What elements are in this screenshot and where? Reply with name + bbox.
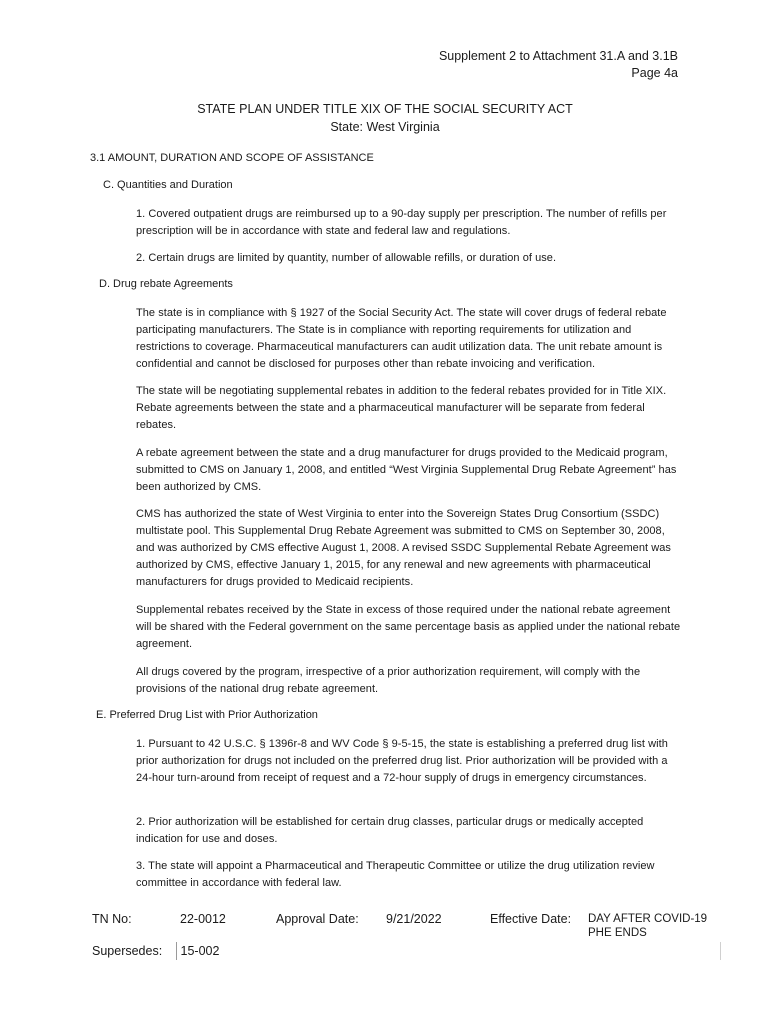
subsection-d-paragraph-5 [136, 602, 681, 653]
approval-value: 9/21/2022 [386, 912, 442, 926]
page-number: Page 4a [631, 66, 678, 80]
subsection-d-paragraph-6 [136, 664, 681, 698]
paragraph-text: The state will be negotiating supplemental rebates in addition to the federal rebates provided for in Title XIX. Rebate agreements between the state and a pharmaceutical manufacturer will be separate from federal rebates. [136, 385, 667, 431]
tn-value: 22-0012 [180, 912, 226, 926]
subsection-d-paragraph-2 [136, 383, 681, 434]
subsection-c-paragraph-2 [136, 250, 681, 267]
empty-cell [272, 942, 382, 960]
subsection-e-paragraph-3 [136, 858, 681, 892]
title-line-2: State: West Virginia [330, 120, 440, 134]
paragraph-text: 2. Certain drugs are limited by quantity, number of allowable refills, or duration of use. [136, 252, 557, 264]
supplement-reference: Supplement 2 to Attachment 31.A and 3.1B [438, 49, 678, 63]
paragraph-text: CMS has authorized the state of West Virginia to enter into the Sovereign States Drug Consortium (SSDC) multistate pool. This Supplemental Drug Rebate Agreement was submitted to CMS on September 30, 2008, and was authorized by CMS effective August 1, 2008. A revised SSDC Supplemental Rebate Agreement was authorized by CMS, effective January 1, 2015, for any renewal and new agreements with pharmaceutical manufacturers for drugs provided to Medicaid recipients. [136, 508, 671, 588]
document-title [0, 100, 770, 136]
supersedes-label: Supersedes: [92, 944, 163, 958]
effective-label: Effective Date: [490, 912, 572, 926]
empty-cell [382, 942, 486, 960]
subsection-d-paragraph-3 [136, 445, 681, 496]
subsection-e-paragraph-1 [136, 736, 681, 787]
approval-label: Approval Date: [276, 912, 359, 926]
section-heading: 3.1 AMOUNT, DURATION AND SCOPE OF ASSISTANCE [90, 152, 374, 164]
subsection-d-paragraph-1 [136, 305, 681, 373]
subsection-d-heading: D. Drug rebate Agreements [99, 278, 233, 290]
paragraph-text: A rebate agreement between the state and a drug manufacturer for drugs provided to the Medicaid program, submitted to CMS on January 1, 2008, and entitled “West Virginia Supplemental Drug Rebate Agreement” has been authorized by CMS. [136, 447, 677, 493]
paragraph-text: The state is in compliance with § 1927 of the Social Security Act. The state will cover drugs of federal rebate participating manufacturers. The State is in compliance with reporting requirements for utilization and restrictions to coverage. Pharmaceutical manufacturers can audit utilization data. The unit rebate amount is confidential and cannot be disclosed for purposes other than rebate invoicing and verification. [136, 307, 667, 370]
paragraph-text: 2. Prior authorization will be established for certain drug classes, particular drugs or medically accepted indication for use and doses. [136, 816, 644, 845]
empty-cell [584, 942, 720, 960]
subsection-d-paragraph-4 [136, 506, 681, 591]
subsection-e-heading: E. Preferred Drug List with Prior Authorization [96, 709, 318, 721]
subsection-c-paragraph-1 [136, 206, 681, 240]
paragraph-text: 1. Covered outpatient drugs are reimbursed up to a 90-day supply per prescription. The number of refills per prescription will be in accordance with state and federal law and regulations. [136, 208, 667, 237]
paragraph-text: Supplemental rebates received by the State in excess of those required under the national rebate agreement will be shared with the Federal government on the same percentage basis as applied under the national rebate agreement. [136, 604, 681, 650]
subsection-c-heading: C. Quantities and Duration [103, 179, 233, 191]
paragraph-text: 1. Pursuant to 42 U.S.C. § 1396r-8 and WV Code § 9-5-15, the state is establishing a preferred drug list with prior authorization for drugs not included on the preferred drug list. Prior authorization will be provided with a 24-hour turn-around from receipt of request and a 72-hour supply of drugs in emergency circumstances. [136, 738, 668, 784]
title-line-1: STATE PLAN UNDER TITLE XIX OF THE SOCIAL SECURITY ACT [197, 102, 573, 116]
supersedes-value: 15-002 [176, 942, 272, 960]
tn-label: TN No: [92, 912, 132, 926]
subsection-e-paragraph-2 [136, 814, 681, 848]
page-header [439, 48, 678, 82]
paragraph-text: All drugs covered by the program, irrespective of a prior authorization requirement, will comply with the provisions of the national drug rebate agreement. [136, 666, 641, 695]
transmittal-row-1 [88, 910, 720, 942]
transmittal-row-2 [88, 942, 720, 960]
transmittal-table [88, 910, 721, 960]
effective-value: DAY AFTER COVID-19 PHE ENDS [588, 913, 708, 939]
paragraph-text: 3. The state will appoint a Pharmaceutical and Therapeutic Committee or utilize the drug utilization review committee in accordance with federal law. [136, 860, 655, 889]
empty-cell [486, 942, 584, 960]
